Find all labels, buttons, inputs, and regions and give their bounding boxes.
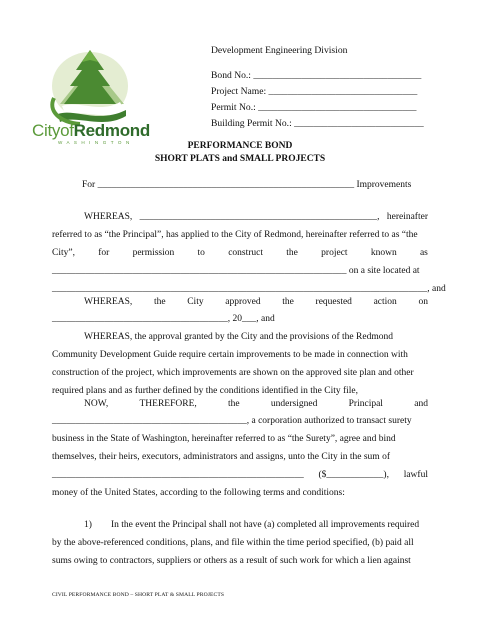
logo-of-text: of bbox=[60, 121, 74, 140]
division-name: Development Engineering Division bbox=[211, 45, 348, 56]
text: and bbox=[414, 399, 428, 409]
permit-no-field[interactable]: Permit No.: _________________________________ bbox=[211, 102, 417, 113]
text: requested bbox=[315, 297, 352, 307]
building-permit-no-field[interactable]: Building Permit No.: ___________________________ bbox=[211, 118, 424, 129]
doc-title: PERFORMANCE BOND bbox=[187, 141, 293, 151]
city-logo bbox=[28, 44, 158, 149]
text: known bbox=[370, 248, 397, 258]
approval-date-blank[interactable]: _____________________________________, 20___, and bbox=[52, 314, 275, 324]
text: THEREFORE, bbox=[139, 399, 197, 409]
text: construct bbox=[228, 248, 264, 258]
text: NOW, bbox=[84, 399, 109, 409]
amount-words-blank[interactable]: _____________________________________________________ bbox=[52, 470, 304, 480]
doc-subtitle: SHORT PLATS and SMALL PROJECTS bbox=[154, 154, 326, 164]
text: WHEREAS, bbox=[84, 297, 133, 307]
logo-redmond-text: Redmond bbox=[73, 121, 150, 140]
para4-line3: business in the State of Washington, hereinafter referred to as “the Surety”, agree and bind bbox=[52, 434, 396, 444]
para3-line3: construction of the project, which improvements are shown on the approved site plan and other bbox=[52, 368, 414, 378]
principal-name-blank[interactable]: __________________________________________________, bbox=[139, 212, 380, 222]
text: lawful bbox=[403, 470, 428, 480]
item1-number: 1) bbox=[84, 520, 92, 530]
text: the bbox=[282, 297, 294, 307]
para4-line4: themselves, their heirs, executors, administrators and assigns, unto the City in the sum of bbox=[52, 452, 390, 462]
logo-city-text: City bbox=[32, 121, 61, 140]
text: as bbox=[419, 248, 428, 258]
para1-line3 bbox=[52, 247, 428, 259]
page-footer: CIVIL PERFORMANCE BOND – SHORT PLAT & SMALL PROJECTS bbox=[52, 592, 225, 598]
logo-wordmark bbox=[32, 121, 154, 141]
text: undersigned bbox=[270, 399, 318, 409]
text: action bbox=[373, 297, 397, 307]
text: City bbox=[187, 297, 204, 307]
text: the bbox=[153, 297, 166, 307]
bond-amount-line bbox=[52, 469, 428, 481]
for-improvements-line[interactable]: For ______________________________________________________ Improvements bbox=[82, 180, 412, 190]
para3-line2: Community Development Guide require certain improvements to be made in connection with bbox=[52, 350, 408, 360]
project-name-blank[interactable]: ______________________________________________________________ on a site located at bbox=[52, 266, 420, 276]
text: Principal bbox=[348, 399, 383, 409]
surety-name-blank[interactable]: _________________________________________, a corporation authorized to transact surety bbox=[52, 416, 412, 426]
item1-line1: In the event the Principal shall not have (a) completed all improvements required bbox=[111, 520, 420, 530]
para3-line1: WHEREAS, the approval granted by the City and the provisions of the Redmond bbox=[84, 332, 393, 342]
para1-line1 bbox=[84, 211, 428, 223]
para3-line4: required plans and as further defined by the conditions identified in the City file, bbox=[52, 386, 359, 396]
text: for bbox=[98, 248, 110, 258]
amount-figures-blank[interactable]: ($____________), bbox=[318, 470, 389, 480]
text: to bbox=[197, 248, 205, 258]
para1-line2: referred to as “the Principal”, has applied to the City of Redmond, hereinafter referred to as “the bbox=[52, 230, 418, 240]
text: City”, bbox=[52, 248, 75, 258]
site-location-blank[interactable]: _______________________________________________________________________________, and bbox=[52, 284, 446, 294]
text: the bbox=[228, 399, 240, 409]
project-name-field[interactable]: Project Name: _______________________________ bbox=[211, 86, 418, 97]
item1-line2: by the above-referenced conditions, plans, and file within the time period specified, (b) paid all bbox=[52, 538, 414, 548]
text: approved bbox=[225, 297, 261, 307]
text: hereinafter bbox=[386, 212, 428, 222]
text: on bbox=[418, 297, 428, 307]
item1-line3: sums owing to contractors, suppliers or others as a result of such work for which a lien against bbox=[52, 556, 411, 566]
para4-line6: money of the United States, according to the following terms and conditions: bbox=[52, 488, 345, 498]
bond-no-field[interactable]: Bond No.: ___________________________________ bbox=[211, 70, 422, 81]
logo-state-text: W A S H I N G T O N bbox=[58, 140, 131, 145]
text: permission bbox=[132, 248, 175, 258]
para4-line1 bbox=[84, 398, 428, 410]
text: WHEREAS, bbox=[84, 212, 133, 222]
text: project bbox=[321, 248, 348, 258]
text: the bbox=[286, 248, 298, 258]
para2-line1 bbox=[84, 296, 428, 308]
